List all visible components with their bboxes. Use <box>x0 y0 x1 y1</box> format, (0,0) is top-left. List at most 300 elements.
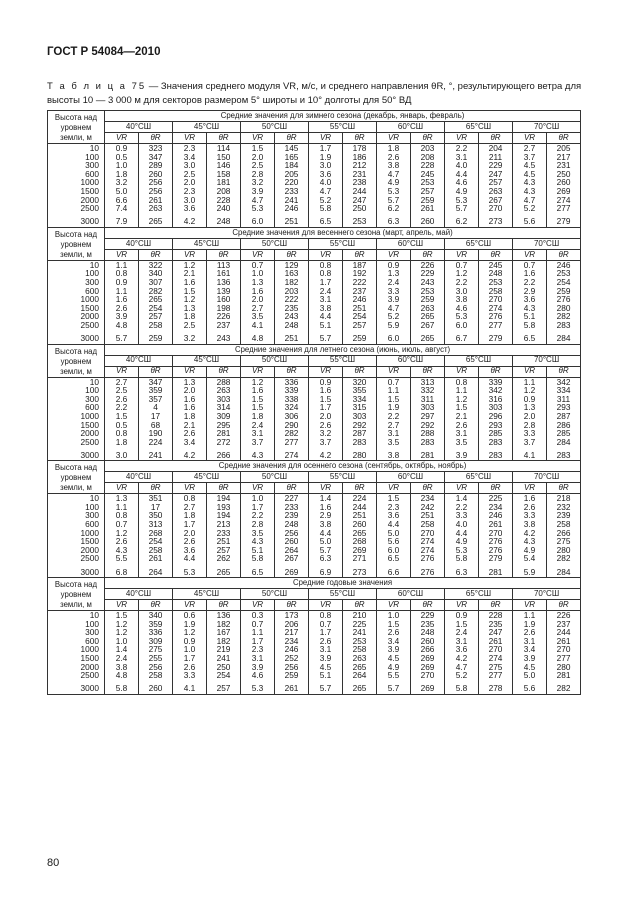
theta-header: θR <box>275 483 309 494</box>
height-cell: 100 <box>48 153 105 162</box>
value-cell: 158 <box>207 170 241 179</box>
value-cell: 17 <box>139 503 173 512</box>
height-cell: 600 <box>48 287 105 296</box>
value-cell: 1.5 <box>241 403 275 412</box>
value-cell: 238 <box>343 178 377 187</box>
value-cell: 5.3 <box>445 196 479 205</box>
value-cell: 2.3 <box>377 503 411 512</box>
value-cell: 5.0 <box>105 187 139 196</box>
value-cell: 264 <box>139 563 173 578</box>
value-cell: 4.9 <box>445 187 479 196</box>
value-cell: 2.6 <box>513 503 547 512</box>
zone-header: 50°СШ <box>241 472 309 483</box>
value-cell: 253 <box>343 637 377 646</box>
zone-header: 70°СШ <box>513 238 581 249</box>
zone-header-row <box>48 355 581 366</box>
value-cell: 226 <box>547 611 581 620</box>
height-header: Высота над уровнем земли, м <box>48 344 105 377</box>
value-cell: 3.1 <box>445 637 479 646</box>
height-header: Высота над уровнем земли, м <box>48 461 105 494</box>
table-row <box>48 304 581 313</box>
theta-header: θR <box>343 600 377 611</box>
value-cell: 1.9 <box>513 620 547 629</box>
value-cell: 6.0 <box>377 330 411 345</box>
value-cell: 139 <box>207 287 241 296</box>
value-cell: 0.5 <box>105 153 139 162</box>
value-cell: 226 <box>411 260 445 269</box>
value-cell: 6.6 <box>377 563 411 578</box>
table-row <box>48 637 581 646</box>
value-cell: 234 <box>275 637 309 646</box>
value-cell: 2.7 <box>513 144 547 153</box>
value-cell: 309 <box>139 637 173 646</box>
value-cell: 265 <box>343 680 377 695</box>
value-cell: 1.7 <box>241 637 275 646</box>
value-cell: 145 <box>275 144 309 153</box>
value-cell: 4.2 <box>309 446 343 461</box>
v-header: VR <box>377 600 411 611</box>
value-cell: 2.6 <box>105 304 139 313</box>
value-cell: 4.7 <box>377 304 411 313</box>
page-number: 80 <box>47 857 60 869</box>
v-header: VR <box>241 483 275 494</box>
theta-header: θR <box>547 249 581 260</box>
value-cell: 263 <box>343 654 377 663</box>
v-header: VR <box>445 249 479 260</box>
theta-header: θR <box>207 600 241 611</box>
value-cell: 5.3 <box>445 312 479 321</box>
value-cell: 259 <box>275 671 309 680</box>
value-cell: 0.7 <box>105 520 139 529</box>
height-cell: 100 <box>48 269 105 278</box>
value-cell: 1.3 <box>105 494 139 503</box>
height-cell: 1000 <box>48 529 105 538</box>
value-cell: 276 <box>479 546 513 555</box>
value-cell: 340 <box>139 269 173 278</box>
value-cell: 241 <box>207 654 241 663</box>
height-cell: 2000 <box>48 429 105 438</box>
value-cell: 3.7 <box>513 438 547 447</box>
value-cell: 1.2 <box>173 260 207 269</box>
value-cell: 254 <box>139 537 173 546</box>
theta-header: θR <box>479 600 513 611</box>
theta-header: θR <box>343 249 377 260</box>
value-cell: 270 <box>547 645 581 654</box>
table-row <box>48 278 581 287</box>
value-cell: 184 <box>275 161 309 170</box>
value-cell: 282 <box>547 680 581 695</box>
value-cell: 293 <box>547 403 581 412</box>
value-cell: 1.4 <box>309 494 343 503</box>
value-cell: 277 <box>275 438 309 447</box>
table-row <box>48 403 581 412</box>
value-cell: 3.0 <box>173 196 207 205</box>
value-cell: 2.7 <box>241 304 275 313</box>
value-cell: 270 <box>479 645 513 654</box>
value-cell: 239 <box>275 511 309 520</box>
value-cell: 0.6 <box>173 611 207 620</box>
value-cell: 1.5 <box>105 611 139 620</box>
value-cell: 2.6 <box>309 637 343 646</box>
value-cell: 3.1 <box>309 645 343 654</box>
zone-header: 45°СШ <box>173 122 241 133</box>
value-cell: 17 <box>139 412 173 421</box>
value-cell: 265 <box>139 295 173 304</box>
value-cell: 270 <box>411 671 445 680</box>
section-title: Средние годовые значения <box>105 578 581 589</box>
value-cell: 3.4 <box>377 637 411 646</box>
value-cell: 1.8 <box>105 170 139 179</box>
value-cell: 2.4 <box>309 287 343 296</box>
v-header: VR <box>105 366 139 377</box>
value-cell: 277 <box>479 671 513 680</box>
value-cell: 5.1 <box>309 671 343 680</box>
zone-header: 45°СШ <box>173 472 241 483</box>
theta-header: θR <box>275 249 309 260</box>
value-cell: 6.5 <box>241 563 275 578</box>
value-cell: 2.0 <box>309 412 343 421</box>
value-cell: 6.0 <box>445 321 479 330</box>
value-cell: 251 <box>411 511 445 520</box>
value-cell: 3.5 <box>241 529 275 538</box>
theta-header: θR <box>207 366 241 377</box>
value-cell: 282 <box>139 287 173 296</box>
value-cell: 351 <box>139 494 173 503</box>
value-cell: 1.0 <box>241 494 275 503</box>
theta-header: θR <box>139 133 173 144</box>
value-cell: 5.9 <box>377 321 411 330</box>
value-cell: 4.6 <box>241 671 275 680</box>
value-cell: 0.8 <box>105 511 139 520</box>
value-cell: 229 <box>411 611 445 620</box>
height-cell: 1500 <box>48 187 105 196</box>
value-cell: 4.4 <box>445 529 479 538</box>
value-cell: 1.1 <box>105 287 139 296</box>
v-header: VR <box>377 366 411 377</box>
value-cell: 3.2 <box>105 178 139 187</box>
value-cell: 257 <box>207 546 241 555</box>
value-cell: 4.4 <box>445 170 479 179</box>
value-cell: 3.8 <box>445 295 479 304</box>
value-cell: 2.9 <box>513 287 547 296</box>
caption-text: — Значения среднего модуля VR, м/с, и среднего направления θR, °, результирующего ветра для высоты 10 — 3 000 м для секторов размером 5° широты и 10° долготы для 50° ВД <box>47 81 582 106</box>
data-table-wrapper <box>47 110 581 695</box>
table-row <box>48 161 581 170</box>
value-cell: 251 <box>275 330 309 345</box>
value-cell: 165 <box>275 153 309 162</box>
zone-header: 40°СШ <box>105 589 173 600</box>
zone-header: 60°СШ <box>377 589 445 600</box>
value-cell: 1.3 <box>173 377 207 386</box>
value-cell: 2.6 <box>445 420 479 429</box>
caption-label: Т а б л и ц а 75 <box>47 81 147 92</box>
value-cell: 3.6 <box>173 204 207 213</box>
value-cell: 281 <box>479 563 513 578</box>
v-header: VR <box>513 133 547 144</box>
value-cell: 275 <box>479 663 513 672</box>
value-cell: 244 <box>343 187 377 196</box>
value-cell: 0.7 <box>309 620 343 629</box>
value-cell: 220 <box>275 178 309 187</box>
section-title-row <box>48 111 581 122</box>
value-cell: 0.7 <box>377 377 411 386</box>
height-header: Высота над уровнем земли, м <box>48 227 105 260</box>
value-cell: 4.4 <box>377 520 411 529</box>
height-cell: 100 <box>48 503 105 512</box>
zone-header: 65°СШ <box>445 238 513 249</box>
value-cell: 5.8 <box>513 321 547 330</box>
value-cell: 204 <box>479 144 513 153</box>
height-cell: 10 <box>48 494 105 503</box>
value-cell: 4.7 <box>445 663 479 672</box>
value-cell: 248 <box>411 628 445 637</box>
value-cell: 1.5 <box>173 287 207 296</box>
value-cell: 241 <box>343 628 377 637</box>
value-cell: 193 <box>207 503 241 512</box>
zone-header: 55°СШ <box>309 472 377 483</box>
value-cell: 250 <box>547 170 581 179</box>
value-cell: 297 <box>411 412 445 421</box>
value-cell: 2.8 <box>513 420 547 429</box>
value-cell: 2.2 <box>513 278 547 287</box>
value-cell: 4.3 <box>513 304 547 313</box>
value-cell: 5.1 <box>309 321 343 330</box>
value-cell: 5.2 <box>377 312 411 321</box>
value-cell: 1.8 <box>105 438 139 447</box>
value-cell: 228 <box>207 196 241 205</box>
value-cell: 258 <box>411 520 445 529</box>
value-cell: 4.2 <box>445 654 479 663</box>
theta-header: θR <box>207 249 241 260</box>
v-header: VR <box>173 600 207 611</box>
theta-header: θR <box>411 249 445 260</box>
value-cell: 0.8 <box>309 260 343 269</box>
zone-header: 40°СШ <box>105 472 173 483</box>
value-cell: 265 <box>207 563 241 578</box>
value-cell: 6.2 <box>445 213 479 228</box>
value-cell: 0.7 <box>513 260 547 269</box>
height-cell: 1500 <box>48 304 105 313</box>
value-cell: 359 <box>139 620 173 629</box>
v-header: VR <box>445 600 479 611</box>
value-cell: 270 <box>479 204 513 213</box>
value-cell: 3.2 <box>309 429 343 438</box>
value-cell: 315 <box>343 403 377 412</box>
value-cell: 213 <box>207 520 241 529</box>
value-cell: 222 <box>343 278 377 287</box>
value-cell: 261 <box>479 520 513 529</box>
zone-header: 50°СШ <box>241 589 309 600</box>
value-cell: 228 <box>411 161 445 170</box>
value-cell: 296 <box>479 412 513 421</box>
value-cell: 3.3 <box>513 429 547 438</box>
value-cell: 1.6 <box>513 494 547 503</box>
value-cell: 235 <box>275 304 309 313</box>
value-cell: 2.0 <box>173 529 207 538</box>
value-cell: 2.5 <box>241 161 275 170</box>
value-cell: 5.3 <box>241 204 275 213</box>
variable-header-row <box>48 133 581 144</box>
value-cell: 225 <box>343 620 377 629</box>
table-row <box>48 611 581 620</box>
theta-header: θR <box>547 366 581 377</box>
v-header: VR <box>105 249 139 260</box>
table-row <box>48 654 581 663</box>
value-cell: 160 <box>207 295 241 304</box>
value-cell: 1.8 <box>173 312 207 321</box>
value-cell: 1.7 <box>309 403 343 412</box>
value-cell: 1.2 <box>105 620 139 629</box>
value-cell: 5.6 <box>513 213 547 228</box>
height-cell: 2500 <box>48 671 105 680</box>
value-cell: 194 <box>207 494 241 503</box>
value-cell: 350 <box>139 511 173 520</box>
height-cell: 2500 <box>48 204 105 213</box>
value-cell: 336 <box>139 628 173 637</box>
value-cell: 129 <box>275 260 309 269</box>
value-cell: 266 <box>207 446 241 461</box>
theta-header: θR <box>139 366 173 377</box>
value-cell: 279 <box>547 213 581 228</box>
value-cell: 237 <box>547 620 581 629</box>
value-cell: 217 <box>547 153 581 162</box>
value-cell: 5.3 <box>445 546 479 555</box>
zone-header: 60°СШ <box>377 472 445 483</box>
value-cell: 280 <box>343 446 377 461</box>
value-cell: 163 <box>275 269 309 278</box>
value-cell: 253 <box>479 278 513 287</box>
theta-header: θR <box>343 483 377 494</box>
value-cell: 186 <box>343 153 377 162</box>
value-cell: 3.1 <box>241 654 275 663</box>
v-header: VR <box>173 483 207 494</box>
value-cell: 1.3 <box>173 304 207 313</box>
value-cell: 2.5 <box>105 386 139 395</box>
value-cell: 0.9 <box>105 144 139 153</box>
height-cell: 2000 <box>48 196 105 205</box>
value-cell: 3.3 <box>173 671 207 680</box>
value-cell: 246 <box>275 645 309 654</box>
value-cell: 6.0 <box>377 546 411 555</box>
value-cell: 256 <box>139 187 173 196</box>
value-cell: 4.0 <box>445 520 479 529</box>
section-title-row <box>48 227 581 238</box>
value-cell: 270 <box>479 529 513 538</box>
value-cell: 3.0 <box>105 446 139 461</box>
value-cell: 260 <box>547 178 581 187</box>
value-cell: 257 <box>207 680 241 695</box>
v-header: VR <box>377 249 411 260</box>
section-title: Средние значения для зимнего сезона (декабрь, январь, февраль) <box>105 111 581 122</box>
value-cell: 1.0 <box>241 269 275 278</box>
value-cell: 2.0 <box>241 153 275 162</box>
value-cell: 136 <box>207 278 241 287</box>
value-cell: 258 <box>547 520 581 529</box>
value-cell: 4.3 <box>513 537 547 546</box>
value-cell: 4.9 <box>377 663 411 672</box>
value-cell: 0.8 <box>445 377 479 386</box>
zone-header: 50°СШ <box>241 355 309 366</box>
height-cell: 2500 <box>48 321 105 330</box>
value-cell: 233 <box>275 503 309 512</box>
value-cell: 2.5 <box>173 321 207 330</box>
value-cell: 1.7 <box>309 628 343 637</box>
value-cell: 250 <box>343 204 377 213</box>
variable-header-row <box>48 249 581 260</box>
table-row <box>48 663 581 672</box>
value-cell: 322 <box>139 260 173 269</box>
section-title: Средние значения для летнего сезона (июнь, июль, август) <box>105 344 581 355</box>
height-cell: 600 <box>48 637 105 646</box>
value-cell: 250 <box>207 663 241 672</box>
value-cell: 1.1 <box>513 377 547 386</box>
v-header: VR <box>513 600 547 611</box>
value-cell: 311 <box>411 395 445 404</box>
value-cell: 269 <box>411 654 445 663</box>
value-cell: 4.4 <box>173 554 207 563</box>
value-cell: 222 <box>275 295 309 304</box>
value-cell: 4.7 <box>513 196 547 205</box>
value-cell: 247 <box>479 628 513 637</box>
value-cell: 3.8 <box>105 663 139 672</box>
value-cell: 2.4 <box>105 654 139 663</box>
value-cell: 259 <box>343 330 377 345</box>
value-cell: 3.4 <box>513 645 547 654</box>
zone-header: 65°СШ <box>445 472 513 483</box>
height-cell: 300 <box>48 628 105 637</box>
value-cell: 5.3 <box>241 680 275 695</box>
value-cell: 258 <box>479 287 513 296</box>
value-cell: 3.9 <box>513 654 547 663</box>
theta-header: θR <box>343 133 377 144</box>
value-cell: 5.8 <box>445 680 479 695</box>
value-cell: 203 <box>411 144 445 153</box>
value-cell: 167 <box>207 628 241 637</box>
theta-header: θR <box>411 600 445 611</box>
value-cell: 205 <box>275 170 309 179</box>
value-cell: 2.6 <box>173 429 207 438</box>
v-header: VR <box>105 133 139 144</box>
height-cell: 2500 <box>48 554 105 563</box>
table-row <box>48 671 581 680</box>
zone-header: 55°СШ <box>309 589 377 600</box>
value-cell: 4.3 <box>105 546 139 555</box>
value-cell: 6.5 <box>377 554 411 563</box>
value-cell: 290 <box>275 420 309 429</box>
theta-header: θR <box>547 133 581 144</box>
value-cell: 1.5 <box>105 412 139 421</box>
value-cell: 303 <box>479 403 513 412</box>
value-cell: 5.7 <box>309 680 343 695</box>
value-cell: 2.2 <box>445 503 479 512</box>
value-cell: 288 <box>207 377 241 386</box>
value-cell: 1.6 <box>241 386 275 395</box>
value-cell: 2.6 <box>377 628 411 637</box>
value-cell: 275 <box>547 537 581 546</box>
value-cell: 265 <box>343 529 377 538</box>
value-cell: 279 <box>479 330 513 345</box>
value-cell: 274 <box>479 304 513 313</box>
value-cell: 224 <box>343 494 377 503</box>
value-cell: 4.7 <box>241 196 275 205</box>
table-row <box>48 446 581 461</box>
value-cell: 6.7 <box>445 330 479 345</box>
value-cell: 247 <box>343 196 377 205</box>
value-cell: 2.6 <box>309 420 343 429</box>
value-cell: 1.9 <box>309 153 343 162</box>
value-cell: 3.4 <box>173 153 207 162</box>
value-cell: 284 <box>547 330 581 345</box>
